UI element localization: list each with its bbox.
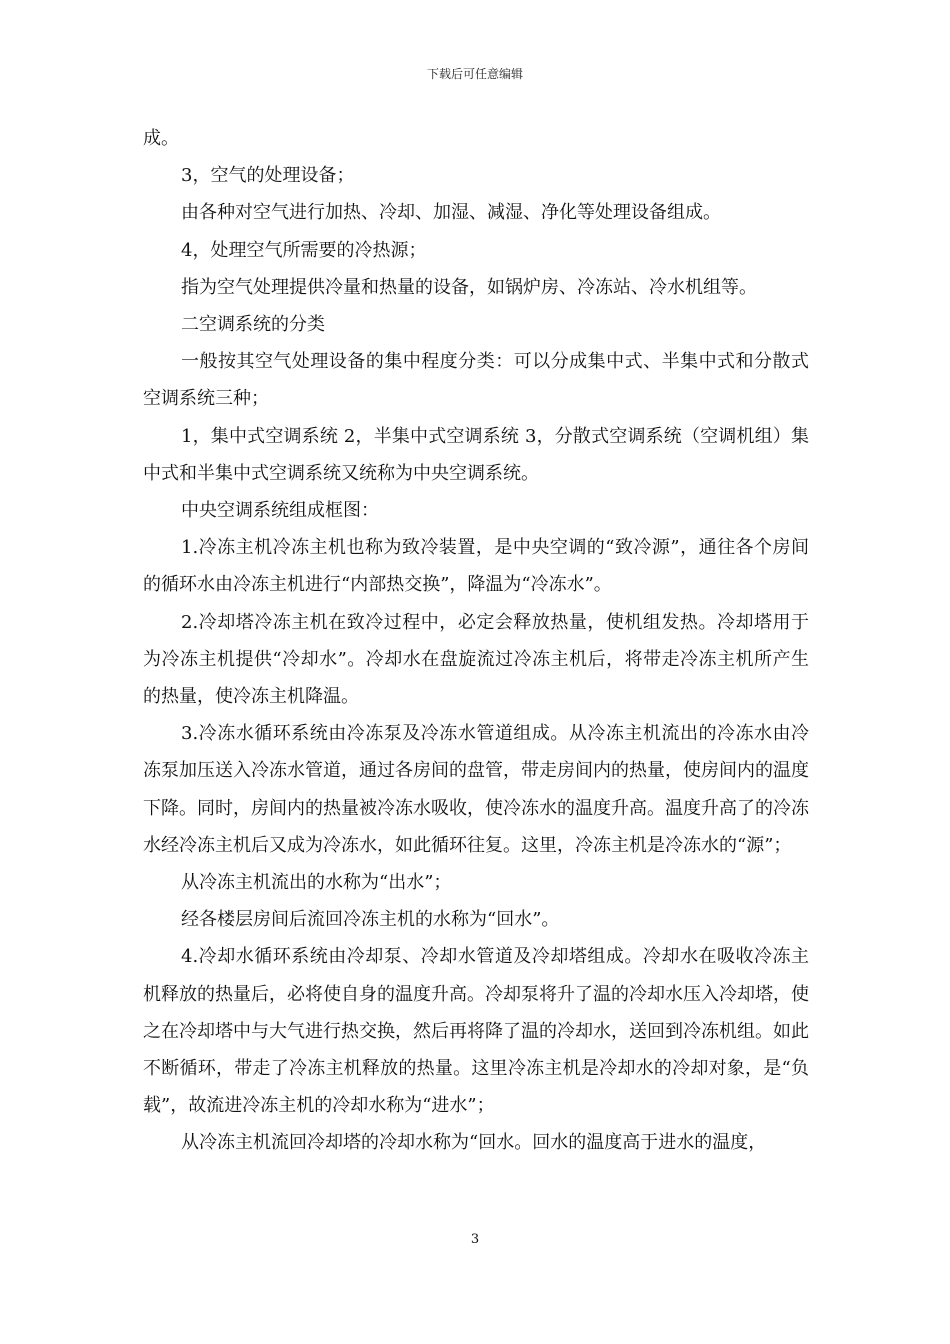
paragraph: 4.冷却水循环系统由冷却泵、冷却水管道及冷却塔组成。冷却水在吸收冷冻主机释放的热量后，必将使自身的温度升高。冷却泵将升了温的冷却水压入冷却塔，使之在冷却塔中与大气进行热交换，然后再将降了温的冷却水，送回到冷冻机组。如此不断循环，带走了冷冻主机释放的热量。这里冷冻主机是冷却水的冷却对象，是“负载”，故流进冷冻主机的冷却水称为“进水”； <box>143 946 809 1117</box>
paragraph: 1，集中式空调系统 2，半集中式空调系统 3，分散式空调系统（空调机组）集中式和半集中式空调系统又统称为中央空调系统。 <box>143 425 809 484</box>
paragraph: 中央空调系统组成框图： <box>181 500 379 522</box>
paragraph: 从冷冻主机流出的水称为“出水”； <box>181 872 452 894</box>
paragraph: 一般按其空气处理设备的集中程度分类：可以分成集中式、半集中式和分散式空调系统三种； <box>143 351 809 410</box>
paragraph: 3.冷冻水循环系统由冷冻泵及冷冻水管道组成。从冷冻主机流出的冷冻水由冷冻泵加压送入冷冻水管道，通过各房间的盘管，带走房间内的热量，使房间内的温度下降。同时，房间内的热量被冷冻水吸收，使冷冻水的温度升高。温度升高了的冷冻水经冷冻主机后又成为冷冻水，如此循环往复。这里，冷冻主机是冷冻水的“源”； <box>143 723 809 856</box>
section-heading: 二空调系统的分类 <box>181 314 325 336</box>
paragraph: 2.冷却塔冷冻主机在致冷过程中，必定会释放热量，使机组发热。冷却塔用于为冷冻主机提供“冷却水”。冷却水在盘旋流过冷冻主机后，将带走冷冻主机所产生的热量，使冷冻主机降温。 <box>143 611 809 708</box>
paragraph: 由各种对空气进行加热、冷却、加湿、减湿、净化等处理设备组成。 <box>181 202 721 224</box>
paragraph: 指为空气处理提供冷量和热量的设备，如锅炉房、冷冻站、冷水机组等。 <box>181 276 757 298</box>
page-number: 3 <box>470 1232 480 1247</box>
document-body <box>143 120 809 1162</box>
paragraph: 3，空气的处理设备； <box>181 165 355 187</box>
paragraph: 从冷冻主机流回冷却塔的冷却水称为“回水。回水的温度高于进水的温度， <box>181 1132 767 1154</box>
paragraph: 经各楼层房间后流回冷冻主机的水称为“回水”。 <box>181 909 560 931</box>
paragraph: 4，处理空气所需要的冷热源； <box>181 239 427 261</box>
paragraph: 1.冷冻主机冷冻主机也称为致冷装置，是中央空调的“致冷源”，通往各个房间的循环水由冷冻主机进行“内部热交换”，降温为“冷冻水”。 <box>143 537 809 596</box>
paragraph-continuation: 成。 <box>143 128 179 149</box>
page-header: 下载后可任意编辑 <box>426 67 523 81</box>
